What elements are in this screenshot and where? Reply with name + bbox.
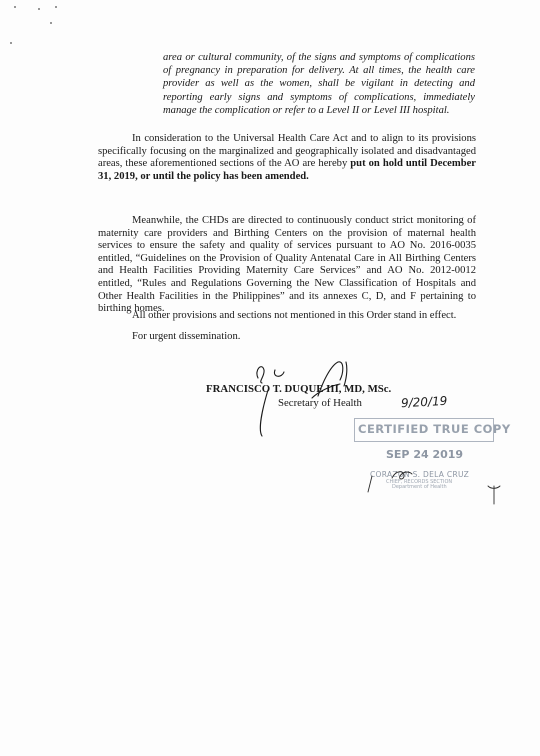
- continued-provision-text: area or cultural community, of the signs and symptoms of complications of pregnancy in preparation for delivery. At all times, the health care provider as well as the women, shall be vigilant in detecting and reporting early signs and symptoms of complications, immediately manage the complication or refer to a Level II or Level III hospital.: [163, 52, 475, 116]
- signatory-title: Secretary of Health: [278, 397, 362, 409]
- handwritten-date: 9/20/19: [400, 393, 448, 411]
- signatory-name: FRANCISCO T. DUQUE III, MD, MSc.: [206, 383, 392, 395]
- hold-notice-text: In consideration to the Universal Health Care Act and to align to its provisions specifically focusing on the marginalized and geographically isolated and disadvantaged areas, these aforementioned sections of the AO are hereby: [98, 133, 476, 170]
- stamp-title: CERTIFIED TRUE COPY: [358, 422, 511, 436]
- stamp-officer-name: CORAZON S. DELA CRUZ: [370, 470, 470, 479]
- hold-notice-emphasis: put on hold until December 31, 2019, or until the policy has been amended.: [98, 158, 476, 182]
- other-provisions-paragraph: All other provisions and sections not mentioned in this Order stand in effect.: [132, 310, 457, 321]
- certified-true-copy-stamp: [354, 418, 511, 490]
- hold-notice-paragraph: [98, 133, 476, 183]
- monitoring-directive-paragraph: Meanwhile, the CHDs are directed to continuously conduct strict monitoring of maternity care providers and Birthing Centers on the provision of maternal health services to ensure the safety and quality of services pursuant to AO No. 2016-0035 entitled, “Guidelines on the Provision of Quality Antenatal Care in All Birthing Centers and Health Facilities Providing Maternity Care Services” and AO No. 2012-0012 entitled, “Rules and Regulations Governing the New Classification of Hospitals and Other Health Facilities in the Philippines” and its annexes C, D, and F pertaining to birthing homes.: [98, 215, 476, 315]
- stamp-department: Department of Health: [392, 484, 447, 490]
- dissemination-paragraph: For urgent dissemination.: [132, 331, 241, 342]
- stamp-office: CHIEF, RECORDS SECTION: [386, 479, 453, 485]
- stamp-date: SEP 24 2019: [386, 448, 464, 461]
